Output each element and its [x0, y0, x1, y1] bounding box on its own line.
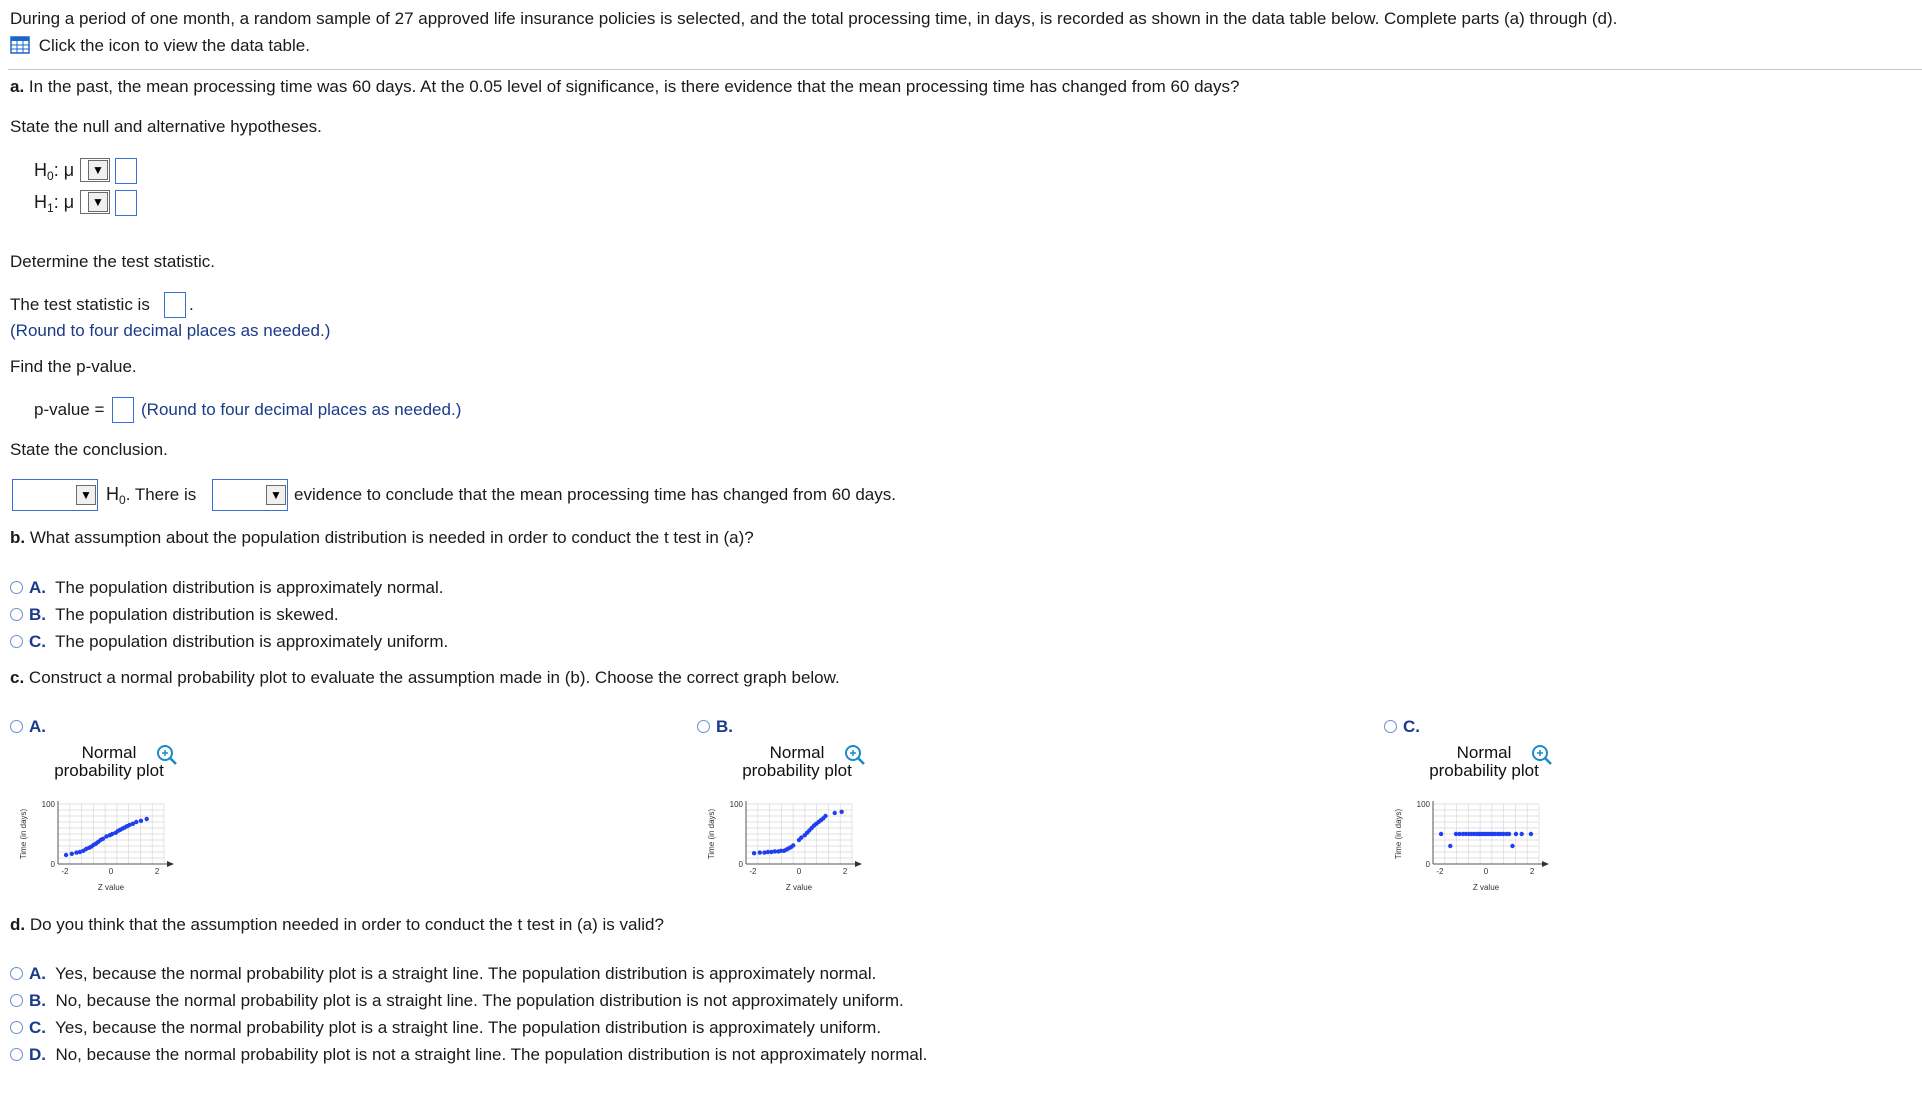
option-text: The population distribution is approximately uniform. [55, 632, 449, 651]
y-axis-label: Time (in days) [707, 808, 716, 860]
option-letter: C. [29, 1018, 46, 1037]
p-value-input[interactable] [112, 397, 134, 423]
x-tick-label: -2 [749, 867, 757, 876]
data-point [70, 852, 74, 856]
chart-title: Normal probability plot [1429, 743, 1539, 780]
part-a-question [10, 77, 1239, 97]
y-tick-label: 100 [729, 800, 743, 809]
data-point [64, 853, 68, 857]
conclusion-tail: evidence to conclude that the mean processing time has changed from 60 days. [294, 485, 896, 504]
y-axis-label: Time (in days) [1394, 808, 1403, 860]
chevron-down-icon[interactable]: ▼ [88, 192, 108, 212]
radio-button[interactable] [10, 635, 23, 648]
find-p-text: Find the p-value. [10, 357, 137, 376]
part-c-text: Construct a normal probability plot to evaluate the assumption made in (b). Choose the correct graph below. [28, 668, 840, 687]
test-stat-input[interactable] [164, 292, 186, 318]
p-value-label: p-value = [34, 400, 105, 419]
option-text: Yes, because the normal probability plot is a straight line. The population distribution is approximately normal. [55, 964, 877, 983]
data-point [833, 811, 837, 815]
conclusion-h0-sub: 0 [119, 493, 126, 507]
chart-a[interactable] [14, 744, 194, 924]
test-stat-row [10, 295, 150, 315]
option-letter: B. [29, 991, 46, 1010]
divider [8, 69, 1922, 70]
chart-c[interactable] [1389, 744, 1569, 924]
part-d-option-d[interactable] [10, 1045, 927, 1065]
data-point [139, 819, 143, 823]
x-tick-label: 2 [154, 867, 160, 876]
h1-sub: 1 [47, 201, 54, 215]
chart-svg [1389, 744, 1569, 924]
radio-button[interactable] [10, 608, 23, 621]
x-axis-label: Z value [1472, 883, 1500, 892]
state-hypotheses-text: State the null and alternative hypotheses. [10, 117, 322, 136]
part-d-option-c[interactable] [10, 1018, 881, 1038]
option-letter: A. [29, 964, 46, 983]
x-tick-label: 2 [1529, 867, 1535, 876]
chart-title: Normal probability plot [742, 743, 852, 780]
option-text: The population distribution is approximately normal. [55, 578, 444, 597]
part-a-label: a. [10, 77, 25, 96]
determine-stat-text: Determine the test statistic. [10, 252, 216, 271]
y-tick-label: 0 [738, 860, 743, 869]
evidence-dropdown[interactable] [212, 479, 288, 511]
x-tick-label: 2 [842, 867, 848, 876]
part-d-label: d. [10, 915, 26, 934]
part-b-option-a[interactable] [10, 578, 444, 598]
x-axis-label: Z value [97, 883, 125, 892]
h1-label [34, 192, 74, 213]
data-point [1514, 832, 1518, 836]
h0-operator-dropdown[interactable] [80, 158, 110, 182]
part-d-question [10, 915, 664, 935]
intro-text: During a period of one month, a random sample of 27 approved life insurance policies is selected, and the total processing time, in days, is recorded as shown in the data table below. Complete parts (a) through (d). [10, 9, 1618, 28]
x-tick-label: 0 [796, 867, 802, 876]
data-point [1507, 832, 1511, 836]
radio-button[interactable] [10, 1021, 23, 1034]
conclusion-h0-prefix: H [106, 484, 119, 504]
data-point [1529, 832, 1533, 836]
period: . [189, 295, 194, 314]
option-text: No, because the normal probability plot is a straight line. The population distribution is not approximately uniform. [55, 991, 904, 1010]
data-table-link[interactable] [10, 36, 310, 56]
x-axis-arrow [167, 861, 174, 867]
y-axis-label: Time (in days) [19, 808, 28, 860]
part-c-option-a[interactable] [10, 717, 46, 737]
radio-button[interactable] [10, 720, 23, 733]
part-d-text: Do you think that the assumption needed in order to conduct the t test in (a) is valid? [29, 915, 664, 934]
data-point [1439, 832, 1443, 836]
table-icon[interactable] [10, 36, 30, 54]
reject-dropdown[interactable] [12, 479, 98, 511]
test-stat-label: The test statistic is [10, 295, 150, 314]
part-c-option-b[interactable] [697, 717, 733, 737]
data-point [758, 850, 762, 854]
part-b-question [10, 528, 754, 548]
x-tick-label: -2 [1436, 867, 1444, 876]
x-axis-arrow [855, 861, 862, 867]
h0-mu: : μ [53, 160, 75, 180]
option-letter: B. [29, 605, 46, 624]
data-point [134, 820, 138, 824]
data-point [1520, 832, 1524, 836]
chart-svg [702, 744, 882, 924]
option-letter: A. [29, 578, 46, 597]
part-c-option-c[interactable] [1384, 717, 1420, 737]
option-text: The population distribution is skewed. [55, 605, 339, 624]
h1-value-input[interactable] [115, 190, 137, 216]
y-tick-label: 0 [1425, 860, 1430, 869]
chevron-down-icon[interactable]: ▼ [266, 485, 286, 505]
radio-button[interactable] [1384, 720, 1397, 733]
x-axis-arrow [1542, 861, 1549, 867]
data-point [791, 843, 795, 847]
x-tick-label: 0 [108, 867, 114, 876]
option-letter: A. [29, 717, 46, 736]
part-b-option-b[interactable] [10, 605, 339, 625]
data-point [1448, 844, 1452, 848]
radio-button[interactable] [10, 967, 23, 980]
part-d-option-b[interactable] [10, 991, 904, 1011]
part-b-text: What assumption about the population distribution is needed in order to conduct the t test in (a)? [29, 528, 754, 547]
chart-title: Normal probability plot [54, 743, 164, 780]
radio-button[interactable] [697, 720, 710, 733]
h0-sub: 0 [47, 169, 54, 183]
h0-value-input[interactable] [115, 158, 137, 184]
round-hint: (Round to four decimal places as needed.) [10, 321, 331, 340]
data-point [752, 851, 756, 855]
part-c-label: c. [10, 668, 25, 687]
h1-operator-dropdown[interactable] [80, 190, 110, 214]
x-axis-label: Z value [785, 883, 813, 892]
h1-prefix: H [34, 192, 47, 212]
y-tick-label: 100 [1416, 800, 1430, 809]
data-point [823, 814, 827, 818]
conclusion-there-is: . There is [125, 485, 197, 504]
y-tick-label: 100 [41, 800, 55, 809]
part-b-label: b. [10, 528, 26, 547]
chevron-down-icon[interactable]: ▼ [76, 485, 96, 505]
radio-button[interactable] [10, 581, 23, 594]
radio-button[interactable] [10, 1048, 23, 1061]
data-point [1510, 844, 1514, 848]
chart-svg [14, 744, 194, 924]
chevron-down-icon[interactable]: ▼ [88, 160, 108, 180]
p-round-hint: (Round to four decimal places as needed.) [141, 400, 462, 419]
part-c-question [10, 668, 840, 688]
data-point [145, 817, 149, 821]
data-table-link-label[interactable]: Click the icon to view the data table. [38, 36, 310, 55]
conclusion-h0 [106, 484, 196, 505]
part-b-option-c[interactable] [10, 632, 448, 652]
state-conclusion-text: State the conclusion. [10, 440, 168, 459]
h1-mu: : μ [53, 192, 75, 212]
option-letter: B. [716, 717, 733, 736]
part-a-text: In the past, the mean processing time was 60 days. At the 0.05 level of significance, is there evidence that the mean processing time has changed from 60 days? [28, 77, 1240, 96]
x-tick-label: 0 [1483, 867, 1489, 876]
option-text: No, because the normal probability plot is not a straight line. The population distribution is not approximately normal. [55, 1045, 928, 1064]
radio-button[interactable] [10, 994, 23, 1007]
option-text: Yes, because the normal probability plot is a straight line. The population distribution is approximately uniform. [55, 1018, 882, 1037]
h0-prefix: H [34, 160, 47, 180]
h0-label [34, 160, 74, 181]
data-point [839, 810, 843, 814]
part-d-option-a[interactable] [10, 964, 876, 984]
option-letter: C. [1403, 717, 1420, 736]
x-tick-label: -2 [61, 867, 69, 876]
chart-b[interactable] [702, 744, 882, 924]
option-letter: C. [29, 632, 46, 651]
option-letter: D. [29, 1045, 46, 1064]
y-tick-label: 0 [50, 860, 55, 869]
